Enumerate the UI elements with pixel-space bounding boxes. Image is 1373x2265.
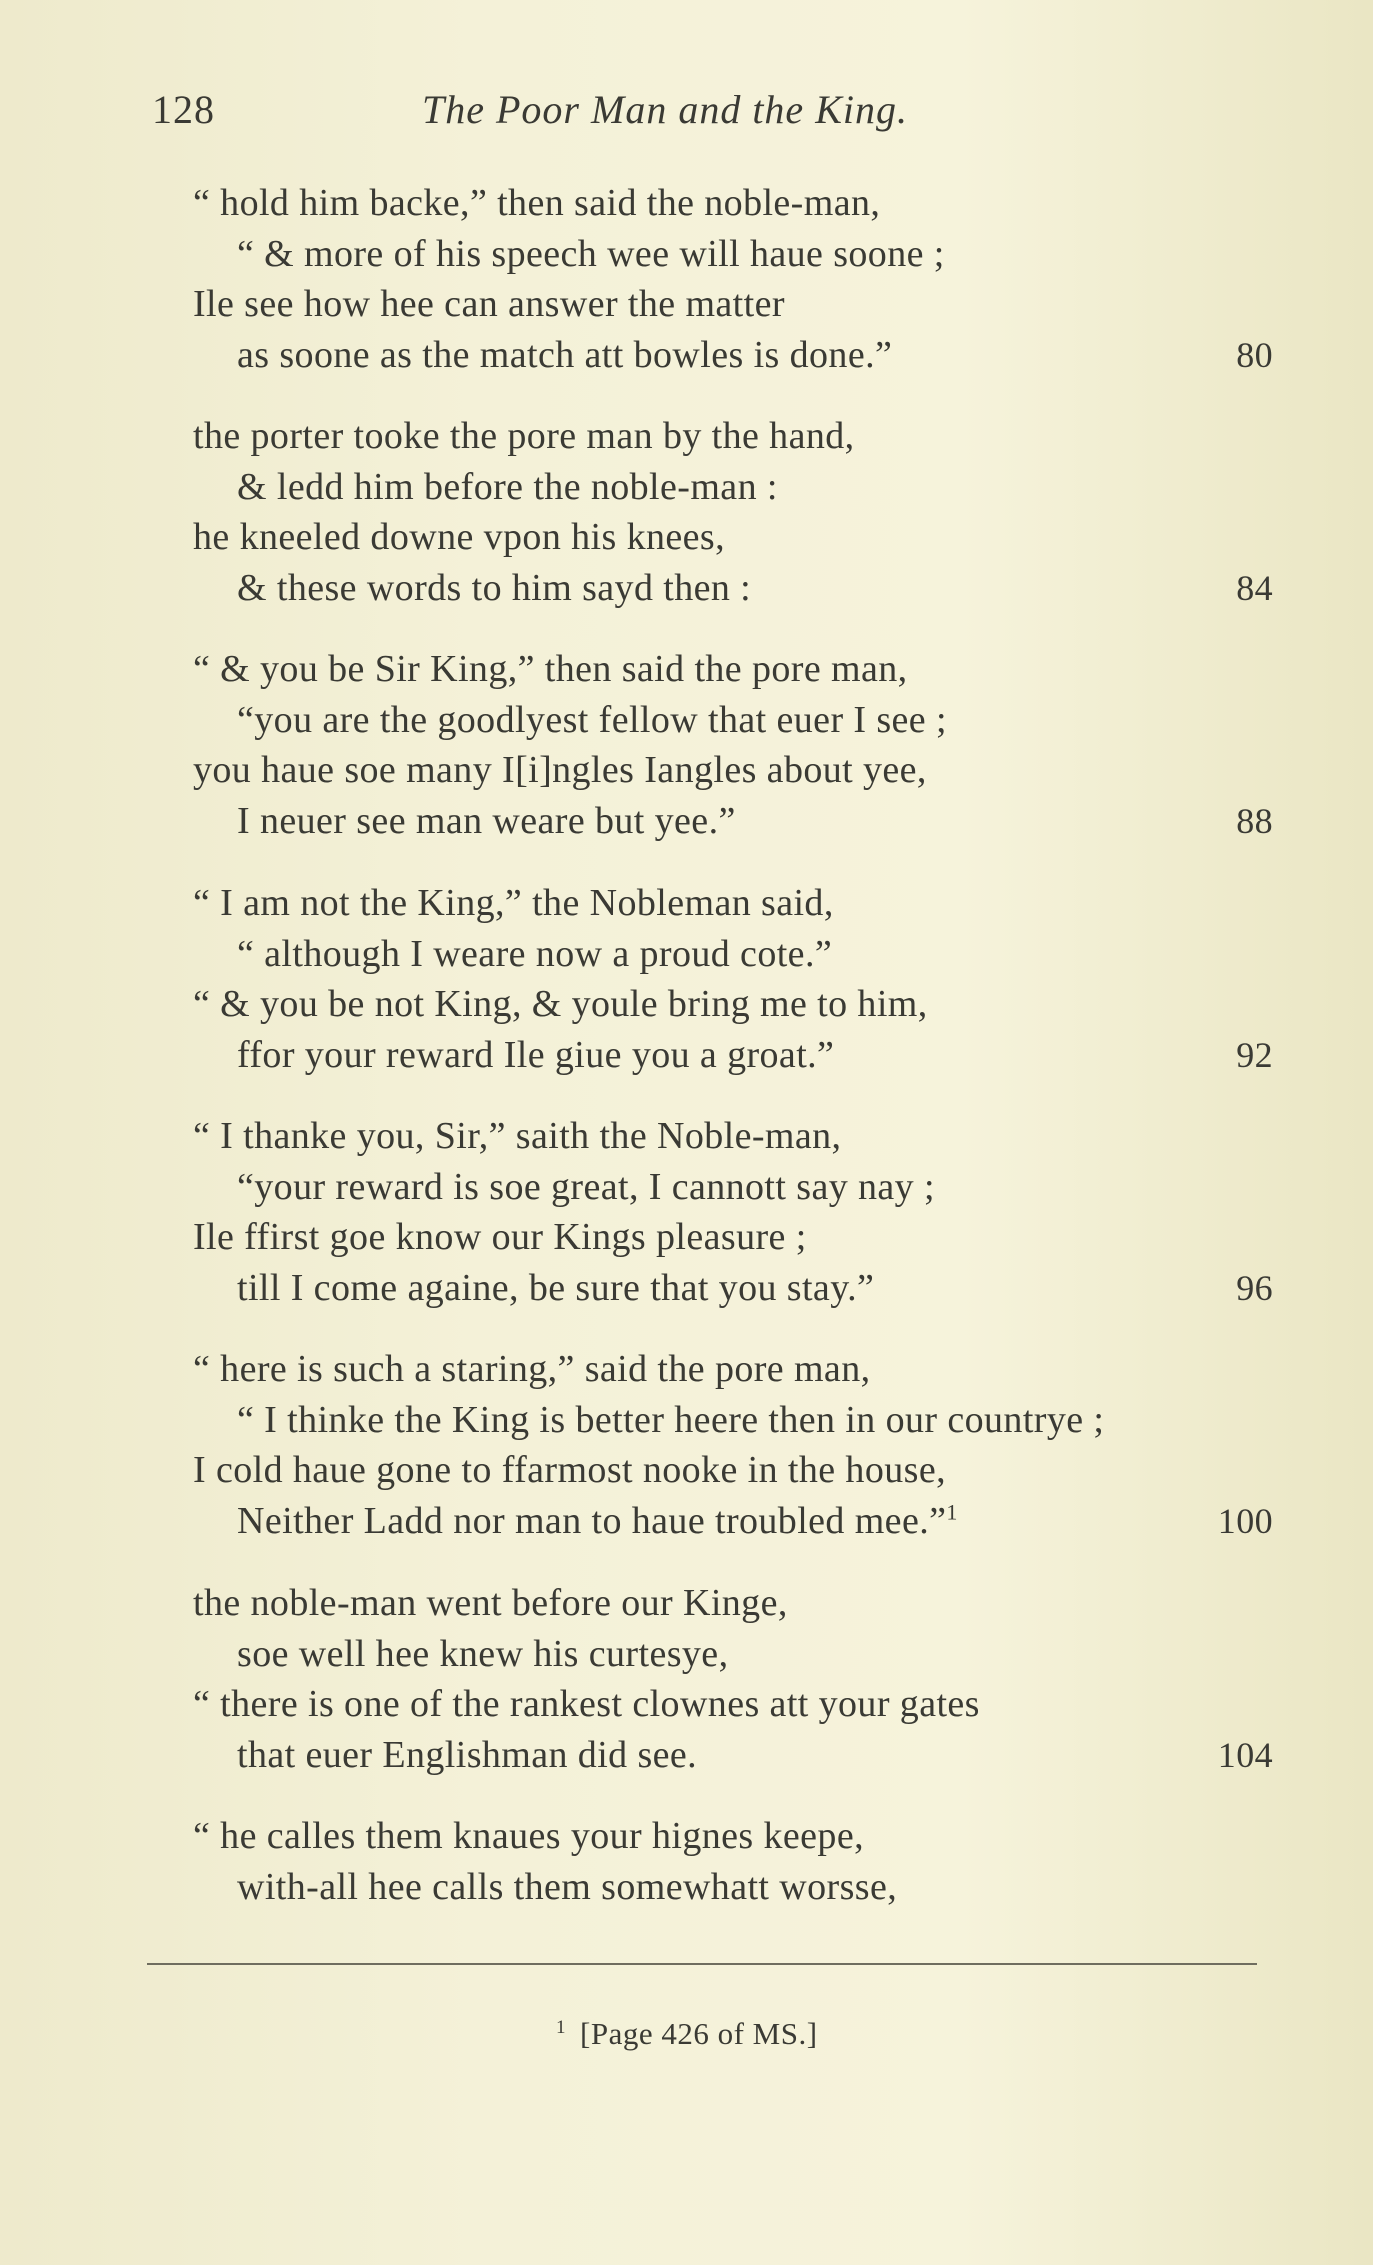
running-title: The Poor Man and the King. xyxy=(422,87,908,132)
line-number: 104 xyxy=(1217,1734,1273,1775)
verse-line xyxy=(193,1730,1273,1781)
verse-line: “ here is such a staring,” said the pore man, xyxy=(193,1348,871,1390)
verse-line: with-all hee calls them somewhatt worsse, xyxy=(237,1865,898,1908)
verse-text: as soone as the match att bowles is done.” xyxy=(237,333,893,376)
line-number: 92 xyxy=(1236,1034,1273,1075)
footnote-divider xyxy=(147,1963,1257,1965)
verse-line: “ I am not the King,” the Nobleman said, xyxy=(193,882,834,924)
verse-line: “ & you be Sir King,” then said the pore man, xyxy=(193,648,908,690)
verse-line: & ledd him before the noble-man : xyxy=(237,465,778,508)
verse-line: Ile ffirst goe know our Kings pleasure ; xyxy=(193,1216,807,1258)
verse-line xyxy=(193,1496,1273,1547)
verse-line: “ & you be not King, & youle bring me to him, xyxy=(193,983,928,1025)
verse-text: I neuer see man weare but yee.” xyxy=(237,799,736,842)
verse-line: he kneeled downe vpon his knees, xyxy=(193,516,725,558)
verse-line: I cold haue gone to ffarmost nooke in the house, xyxy=(193,1449,946,1491)
verse-line: “ I thinke the King is better heere then in our countrye ; xyxy=(237,1398,1105,1441)
verse-line: the porter tooke the pore man by the hand, xyxy=(193,415,855,457)
stanza xyxy=(193,1811,1273,1912)
verse-line: “your reward is soe great, I cannott say nay ; xyxy=(237,1165,935,1208)
verse-line: the noble-man went before our Kinge, xyxy=(193,1582,788,1624)
verse-line xyxy=(193,330,1273,381)
stanza xyxy=(193,1344,1273,1546)
verse-line xyxy=(193,1030,1273,1081)
verse-line: “you are the goodlyest fellow that euer I see ; xyxy=(237,698,947,741)
verse-text: till I come againe, be sure that you stay.” xyxy=(237,1266,875,1309)
verse-line: “ I thanke you, Sir,” saith the Noble-man, xyxy=(193,1115,842,1157)
footnote-text: [Page 426 of MS.] xyxy=(580,2016,818,2051)
verse-text: & these words to him sayd then : xyxy=(237,566,752,609)
stanza xyxy=(193,411,1273,613)
verse-line: Ile see how hee can answer the matter xyxy=(193,283,785,325)
stanza xyxy=(193,1111,1273,1313)
footnote-reference[interactable]: 1 xyxy=(946,1498,958,1524)
verse-line: soe well hee knew his curtesye, xyxy=(237,1632,729,1675)
page-number: 128 xyxy=(152,87,215,132)
stanza xyxy=(193,178,1273,380)
footnote-mark: 1 xyxy=(556,2016,566,2038)
verse-line xyxy=(193,796,1273,847)
verse-line: you haue soe many I[i]ngles Iangles about yee, xyxy=(193,749,927,791)
verse-text: that euer Englishman did see. xyxy=(237,1733,698,1776)
line-number: 84 xyxy=(1236,567,1273,608)
line-number: 88 xyxy=(1236,800,1273,841)
stanza xyxy=(193,878,1273,1080)
footnote xyxy=(556,2016,818,2052)
line-number: 80 xyxy=(1236,334,1273,375)
verse-text: ffor your reward Ile giue you a groat.” xyxy=(237,1033,835,1076)
verse-line xyxy=(193,563,1273,614)
verse-line xyxy=(193,1263,1273,1314)
page-header xyxy=(152,86,1052,136)
stanza xyxy=(193,644,1273,846)
line-number: 96 xyxy=(1236,1267,1273,1308)
verse-line: “ there is one of the rankest clownes att your gates xyxy=(193,1683,980,1725)
verse-line: “ although I weare now a proud cote.” xyxy=(237,932,833,975)
verse-line: “ hold him backe,” then said the noble-man, xyxy=(193,182,881,224)
verse-line: “ & more of his speech wee will haue soone ; xyxy=(237,232,945,275)
verse-text: Neither Ladd nor man to haue troubled mee.” xyxy=(237,1499,947,1542)
verse-line: “ he calles them knaues your hignes keepe, xyxy=(193,1815,865,1857)
line-number: 100 xyxy=(1217,1500,1273,1541)
stanza xyxy=(193,1578,1273,1780)
